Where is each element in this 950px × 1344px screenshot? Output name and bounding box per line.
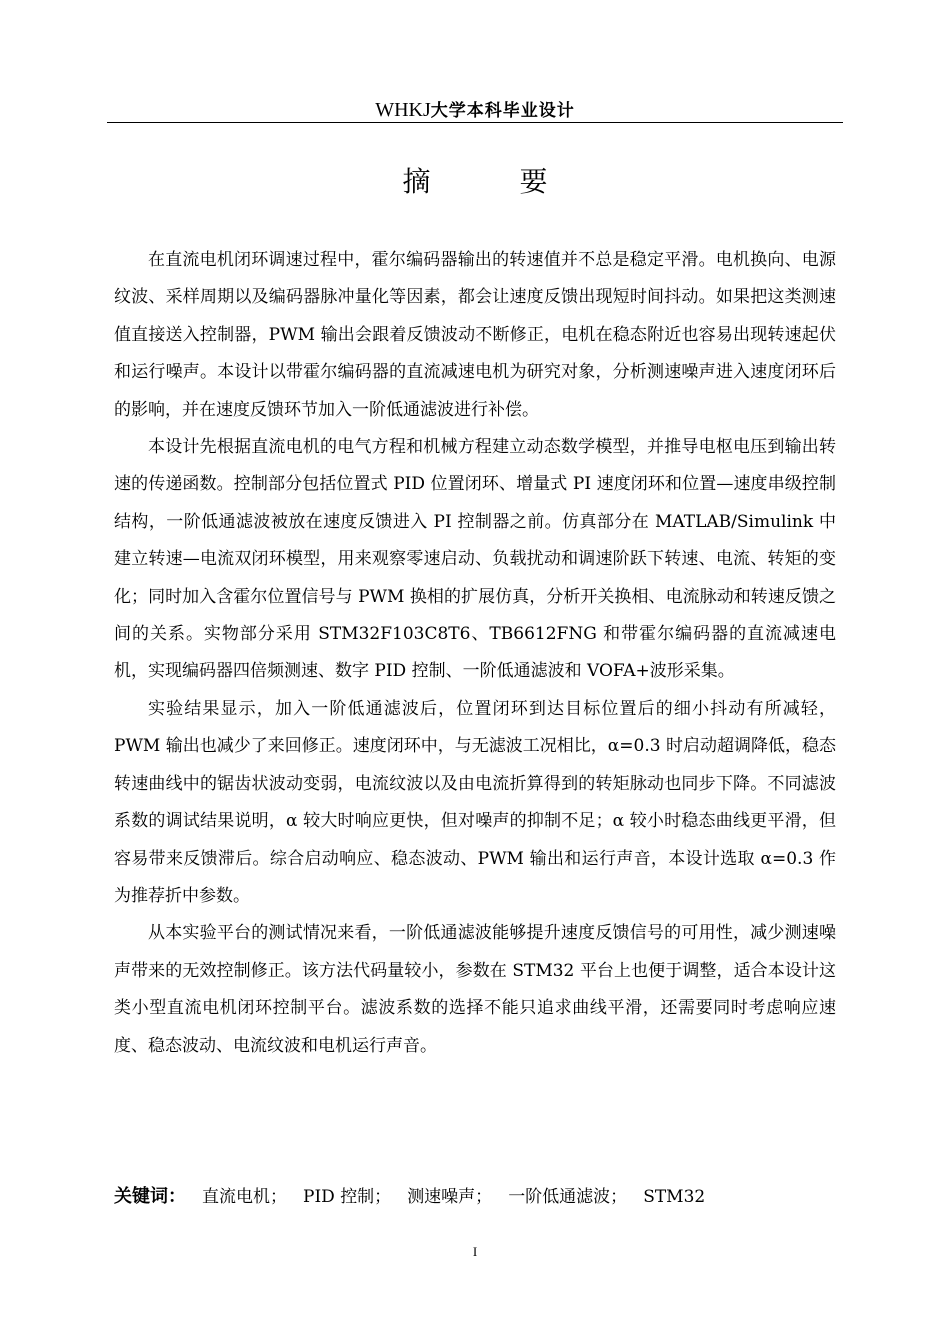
abstract-paragraph-1: 在直流电机闭环调速过程中，霍尔编码器输出的转速值并不总是稳定平滑。电机换向、电源纹波、采样周期以及编码器脉冲量化等因素，都会让速度反馈出现短时间抖动。如果把这类测速值直接送入控制器，PWM 输出会跟着反馈波动不断修正，电机在稳态附近也容易出现转速起伏和运行噪声。本设计以带霍尔编码器的直流减速电机为研究对象，分析测速噪声进入速度闭环后的影响，并在速度反馈环节加入一阶低通滤波进行补偿。 [114, 250, 836, 420]
keyword-item: STM32 [643, 1187, 706, 1207]
keyword-item: PID 控制； [303, 1187, 392, 1207]
abstract-paragraph-4: 从本实验平台的测试情况来看，一阶低通滤波能够提升速度反馈信号的可用性，减少测速噪声带来的无效控制修正。该方法代码量较小，参数在 STM32 平台上也便于调整，适合本设计这类小型直流电机闭环控制平台。滤波系数的选择不能只追求曲线平滑，还需要同时考虑响应速度、稳态波动、电流纹波和电机运行声音。 [114, 923, 836, 1056]
keyword-item: 直流电机； [202, 1187, 287, 1207]
keywords-label: 关键词： [114, 1186, 186, 1207]
page-header [107, 96, 843, 122]
header-divider [107, 122, 843, 123]
abstract-body [114, 242, 836, 1065]
abstract-paragraph-2: 本设计先根据直流电机的电气方程和机械方程建立动态数学模型，并推导电枢电压到输出转速的传递函数。控制部分包括位置式 PID 位置闭环、增量式 PI 速度闭环和位置—速度串级控制结构，一阶低通滤波被放在速度反馈进入 PI 控制器之前。仿真部分在 MATLAB/Simulink 中建立转速—电流双闭环模型，用来观察零速启动、负载扰动和调速阶跃下转速、电流、转矩的变化；同时加入含霍尔位置信号与 PWM 换相的扩展仿真，分析开关换相、电流脉动和转速反馈之间的关系。实物部分采用 STM32F103C8T6、TB6612FNG 和带霍尔编码器的直流减速电机，实现编码器四倍频测速、数字 PID 控制、一阶低通滤波和 VOFA+波形采集。 [114, 437, 836, 682]
header-subtitle: 大学本科毕业设计 [430, 101, 575, 121]
keyword-item: 一阶低通滤波； [508, 1187, 628, 1207]
keywords-line [114, 1181, 836, 1213]
abstract-title: 摘 要 [402, 165, 588, 198]
header-brand: WHKJ [375, 99, 431, 121]
keyword-item: 测速噪声； [407, 1187, 493, 1207]
abstract-paragraph-3: 实验结果显示，加入一阶低通滤波后，位置闭环到达目标位置后的细小抖动有所减轻，PWM 输出也减少了来回修正。速度闭环中，与无滤波工况相比，α=0.3 时启动超调降低，稳态转速曲线中的锯齿状波动变弱，电流纹波以及由电流折算得到的转矩脉动也同步下降。不同滤波系数的调试结果说明，α 较大时响应更快，但对噪声的抑制不足；α 较小时稳态曲线更平滑，但容易带来反馈滞后。综合启动响应、稳态波动、PWM 输出和运行声音，本设计选取 α=0.3 作为推荐折中参数。 [114, 698, 836, 906]
page-number: I [472, 1244, 478, 1259]
